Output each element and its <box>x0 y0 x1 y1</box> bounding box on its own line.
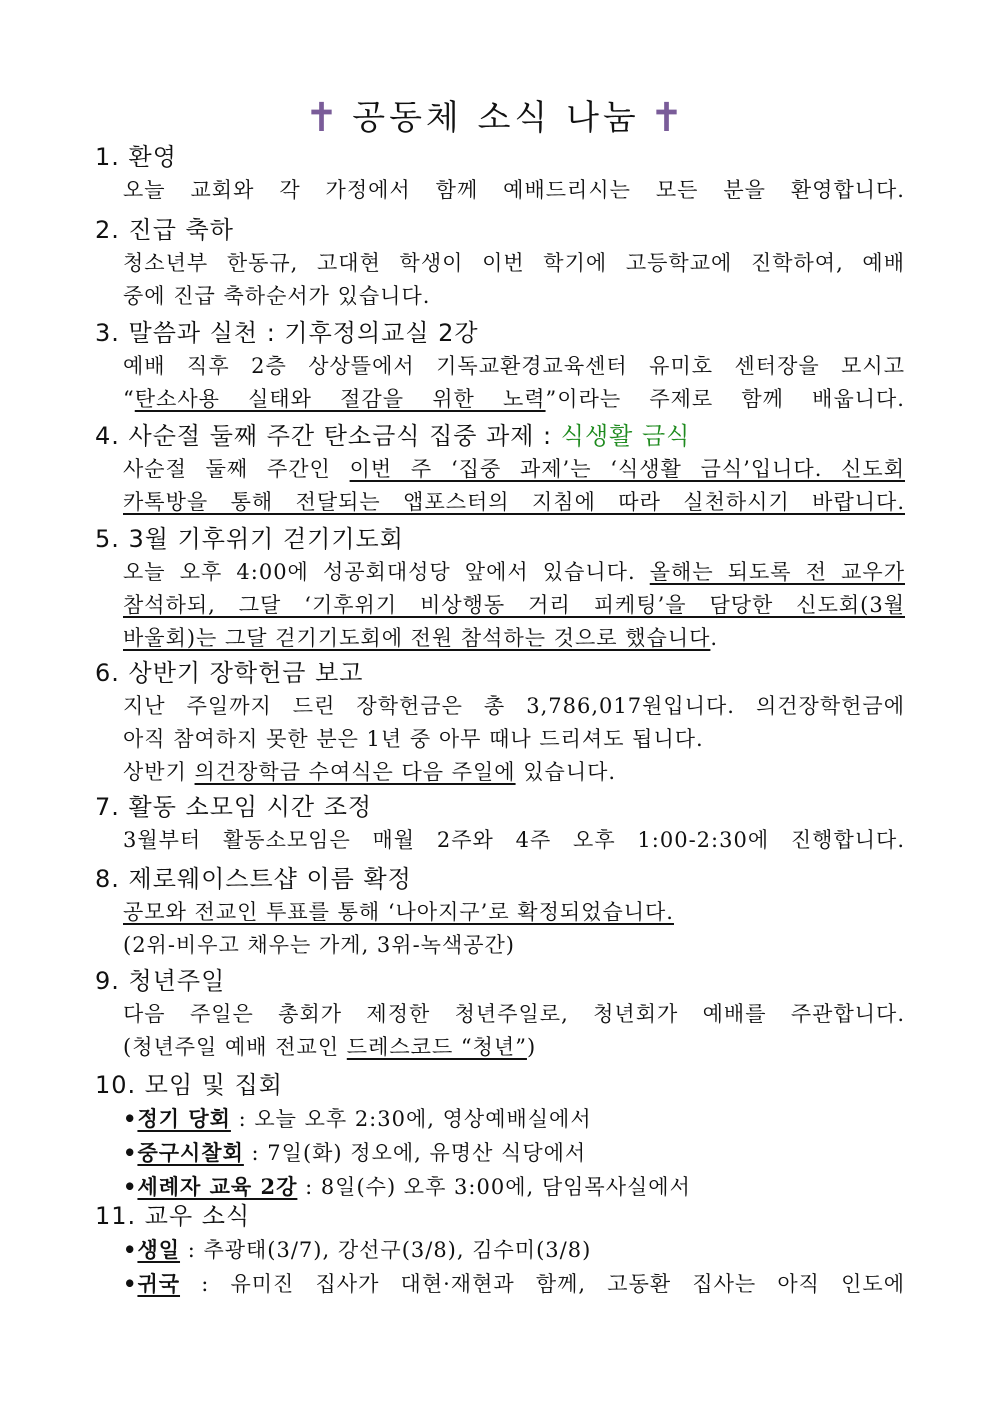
section-promotion <box>95 213 905 313</box>
section-word-practice <box>95 316 905 416</box>
section-prayer-walk <box>95 522 905 655</box>
section-heading: 10. 모임 및 집회 <box>95 1071 283 1099</box>
section-scholarship <box>95 656 905 789</box>
list-item: •귀국 : 유미진 집사가 대현·재현과 함께, 고동환 집사는 아직 인도에 <box>123 1271 905 1296</box>
section-zero-waste <box>95 862 905 962</box>
section-carbon-fast <box>95 419 905 519</box>
title-text: 공동체 소식 나눔 <box>352 98 640 138</box>
section-text: 공모와 전교인 투표를 통해 ‘나아지구’로 확정되었습니다. <box>123 900 674 924</box>
section-welcome <box>95 140 905 207</box>
highlight-text: 식생활 금식 <box>560 422 691 450</box>
section-text: 아직 참여하지 못한 분은 1년 중 아무 때나 드리셔도 됩니다. <box>123 727 704 751</box>
list-item: •세례자 교육 2강 : 8일(수) 오후 3:00에, 담임목사실에서 <box>123 1174 691 1199</box>
section-text: 참석하되, 그달 ‘기후위기 비상행동 거리 피케팅’을 담당한 신도회(3월 <box>123 593 905 617</box>
section-text: 3월부터 활동소모임은 매월 2주와 4주 오후 1:00-2:30에 진행합니다. <box>123 828 905 852</box>
section-meetings <box>95 1068 905 1204</box>
cross-icon: ✝ <box>649 95 688 141</box>
section-heading: 6. 상반기 장학헌금 보고 <box>95 659 364 687</box>
section-text: 지난 주일까지 드린 장학헌금은 총 3,786,017원입니다. 의건장학헌금에 <box>123 694 905 718</box>
section-text: 사순절 둘째 주간인 이번 주 ‘집중 과제’는 ‘식생활 금식’입니다. 신도회 <box>123 457 905 481</box>
section-text: (청년주일 예배 전교인 드레스코드 “청년”) <box>123 1035 537 1059</box>
section-member-news <box>95 1199 905 1301</box>
section-heading: 3. 말씀과 실천 : 기후정의교실 2강 <box>95 319 479 347</box>
section-heading: 11. 교우 소식 <box>95 1202 251 1230</box>
section-youth-sunday <box>95 964 905 1064</box>
section-heading: 5. 3월 기후위기 걷기기도회 <box>95 525 404 553</box>
section-text: 다음 주일은 총회가 제정한 청년주일로, 청년회가 예배를 주관합니다. <box>123 1002 905 1026</box>
section-text: 예배 직후 2층 상상뜰에서 기독교환경교육센터 유미호 센터장을 모시고 <box>123 354 905 378</box>
section-heading: 2. 진급 축하 <box>95 216 234 244</box>
section-text: (2위-비우고 채우는 가게, 3위-녹색공간) <box>123 933 516 957</box>
section-text: 카톡방을 통해 전달되는 앱포스터의 지침에 따라 실천하시기 바랍니다. <box>123 490 905 514</box>
section-text: 오늘 오후 4:00에 성공회대성당 앞에서 있습니다. 올해는 되도록 전 교우가 <box>123 560 905 584</box>
section-heading: 9. 청년주일 <box>95 967 226 995</box>
section-heading: 8. 제로웨이스트샵 이름 확정 <box>95 865 412 893</box>
list-item: •생일 : 추광태(3/7), 강선구(3/8), 김수미(3/8) <box>123 1237 592 1262</box>
section-text: 오늘 교회와 각 가정에서 함께 예배드리시는 모든 분을 환영합니다. <box>123 178 905 202</box>
page-title <box>0 90 992 141</box>
section-text: 중에 진급 축하순서가 있습니다. <box>123 284 431 308</box>
list-item: •중구시찰회 : 7일(화) 정오에, 유명산 식당에서 <box>123 1140 587 1165</box>
section-text: 상반기 의건장학금 수여식은 다음 주일에 있습니다. <box>123 760 617 784</box>
cross-icon: ✝ <box>304 95 343 141</box>
section-text: “탄소사용 실태와 절감을 위한 노력”이라는 주제로 함께 배웁니다. <box>123 387 905 411</box>
section-heading: 7. 활동 소모임 시간 조정 <box>95 793 373 821</box>
section-heading: 4. 사순절 둘째 주간 탄소금식 집중 과제 : 식생활 금식 <box>95 422 691 450</box>
section-text: 청소년부 한동규, 고대현 학생이 이번 학기에 고등학교에 진학하여, 예배 <box>123 251 905 275</box>
section-small-groups <box>95 790 905 857</box>
section-heading: 1. 환영 <box>95 143 177 171</box>
section-text: 바울회)는 그달 걷기기도회에 전원 참석하는 것으로 했습니다. <box>123 626 719 650</box>
list-item: •정기 당회 : 오늘 오후 2:30에, 영상예배실에서 <box>123 1106 592 1131</box>
